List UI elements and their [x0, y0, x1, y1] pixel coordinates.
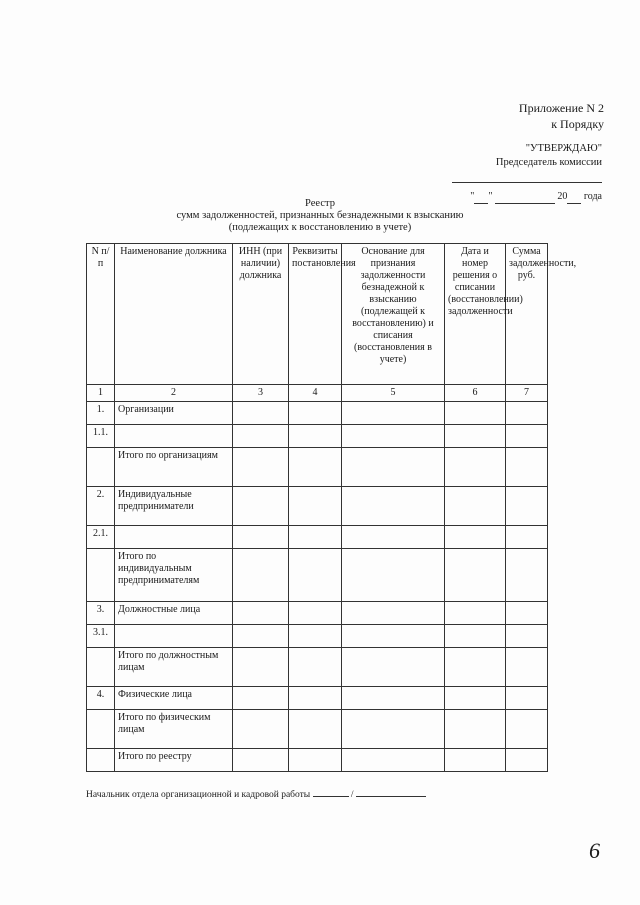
table-row — [87, 448, 548, 487]
title-line-3: (подлежащих к восстановлению в учете) — [228, 222, 412, 233]
row-number: 3.1. — [87, 625, 115, 648]
appendix-title: Приложение N 2 — [518, 101, 604, 115]
table-row — [87, 749, 548, 772]
year-suffix: года — [583, 191, 602, 202]
row-number: 4. — [87, 687, 115, 710]
row-number — [87, 749, 115, 772]
table-header-row — [87, 244, 548, 385]
row-number — [87, 549, 115, 602]
column-index: 6 — [445, 385, 506, 402]
table-row — [87, 602, 548, 625]
year-blank — [567, 193, 581, 204]
row-debtor: Итого по должностным лицам — [115, 648, 233, 687]
name-blank — [356, 787, 426, 797]
header-basis: Основание для признания задолженности безнадежной к взысканию (подлежащей к восстановлению) и списания (восстановления в учете) — [342, 244, 445, 385]
approval-block — [452, 142, 602, 204]
row-debtor: Итого по физическим лицам — [115, 710, 233, 749]
row-number: 3. — [87, 602, 115, 625]
column-index: 4 — [289, 385, 342, 402]
row-debtor: Организации — [115, 402, 233, 425]
row-number: 1. — [87, 402, 115, 425]
row-number: 2.1. — [87, 526, 115, 549]
row-number: 1.1. — [87, 425, 115, 448]
row-debtor: Физические лица — [115, 687, 233, 710]
table-row — [87, 625, 548, 648]
row-debtor: Итого по организациям — [115, 448, 233, 487]
header-debtor-name: Наименование должника — [115, 244, 233, 385]
header-resolution: Реквизиты постановления — [289, 244, 342, 385]
day-blank — [474, 193, 488, 204]
row-debtor: Должностные лица — [115, 602, 233, 625]
row-number — [87, 448, 115, 487]
row-debtor — [115, 526, 233, 549]
row-number — [87, 648, 115, 687]
date-quote-close: " — [488, 191, 493, 202]
table-row — [87, 526, 548, 549]
registry-table — [86, 243, 577, 772]
table-row — [87, 648, 548, 687]
chairman-label: Председатель комиссии — [495, 157, 602, 168]
table-row — [87, 425, 548, 448]
row-debtor: Итого по реестру — [115, 749, 233, 772]
date-row — [452, 190, 602, 204]
column-index: 7 — [506, 385, 548, 402]
row-debtor: Индивидуальные предприниматели — [115, 487, 233, 526]
row-debtor: Итого по индивидуальным предпринимателям — [115, 549, 233, 602]
row-number: 2. — [87, 487, 115, 526]
column-index: 5 — [342, 385, 445, 402]
appendix-reference: к Порядку — [551, 117, 604, 131]
signature-separator: / — [350, 790, 354, 800]
header-num: N п/п — [87, 244, 115, 385]
document-title — [170, 198, 470, 234]
signature-blank — [313, 787, 349, 797]
table-row — [87, 710, 548, 749]
column-index: 1 — [87, 385, 115, 402]
header-amount: Сумма задолженности, руб. — [506, 244, 548, 385]
date-quote-open: " — [470, 191, 475, 202]
header-inn: ИНН (при наличии) должника — [233, 244, 289, 385]
table-row — [87, 487, 548, 526]
table-row — [87, 687, 548, 710]
row-debtor — [115, 625, 233, 648]
row-number — [87, 710, 115, 749]
title-line-2: сумм задолженностей, признанных безнадежными к взысканию — [176, 210, 464, 221]
header-decision: Дата и номер решения о списании (восстановлении) задолженности — [445, 244, 506, 385]
signature-line — [452, 172, 602, 183]
handwritten-page-number: 6 — [589, 838, 600, 863]
title-line-1: Реестр — [305, 198, 335, 209]
approve-label: "УТВЕРЖДАЮ" — [525, 143, 602, 154]
signature-label: Начальник отдела организационной и кадровой работы — [86, 790, 311, 800]
column-index: 3 — [233, 385, 289, 402]
column-index: 2 — [115, 385, 233, 402]
month-blank — [495, 193, 555, 204]
signature-footer — [86, 787, 426, 800]
table-row — [87, 402, 548, 425]
column-index-row — [87, 385, 548, 402]
year-prefix: 20 — [557, 191, 568, 202]
appendix-block — [519, 100, 604, 132]
row-debtor — [115, 425, 233, 448]
table-row — [87, 549, 548, 602]
